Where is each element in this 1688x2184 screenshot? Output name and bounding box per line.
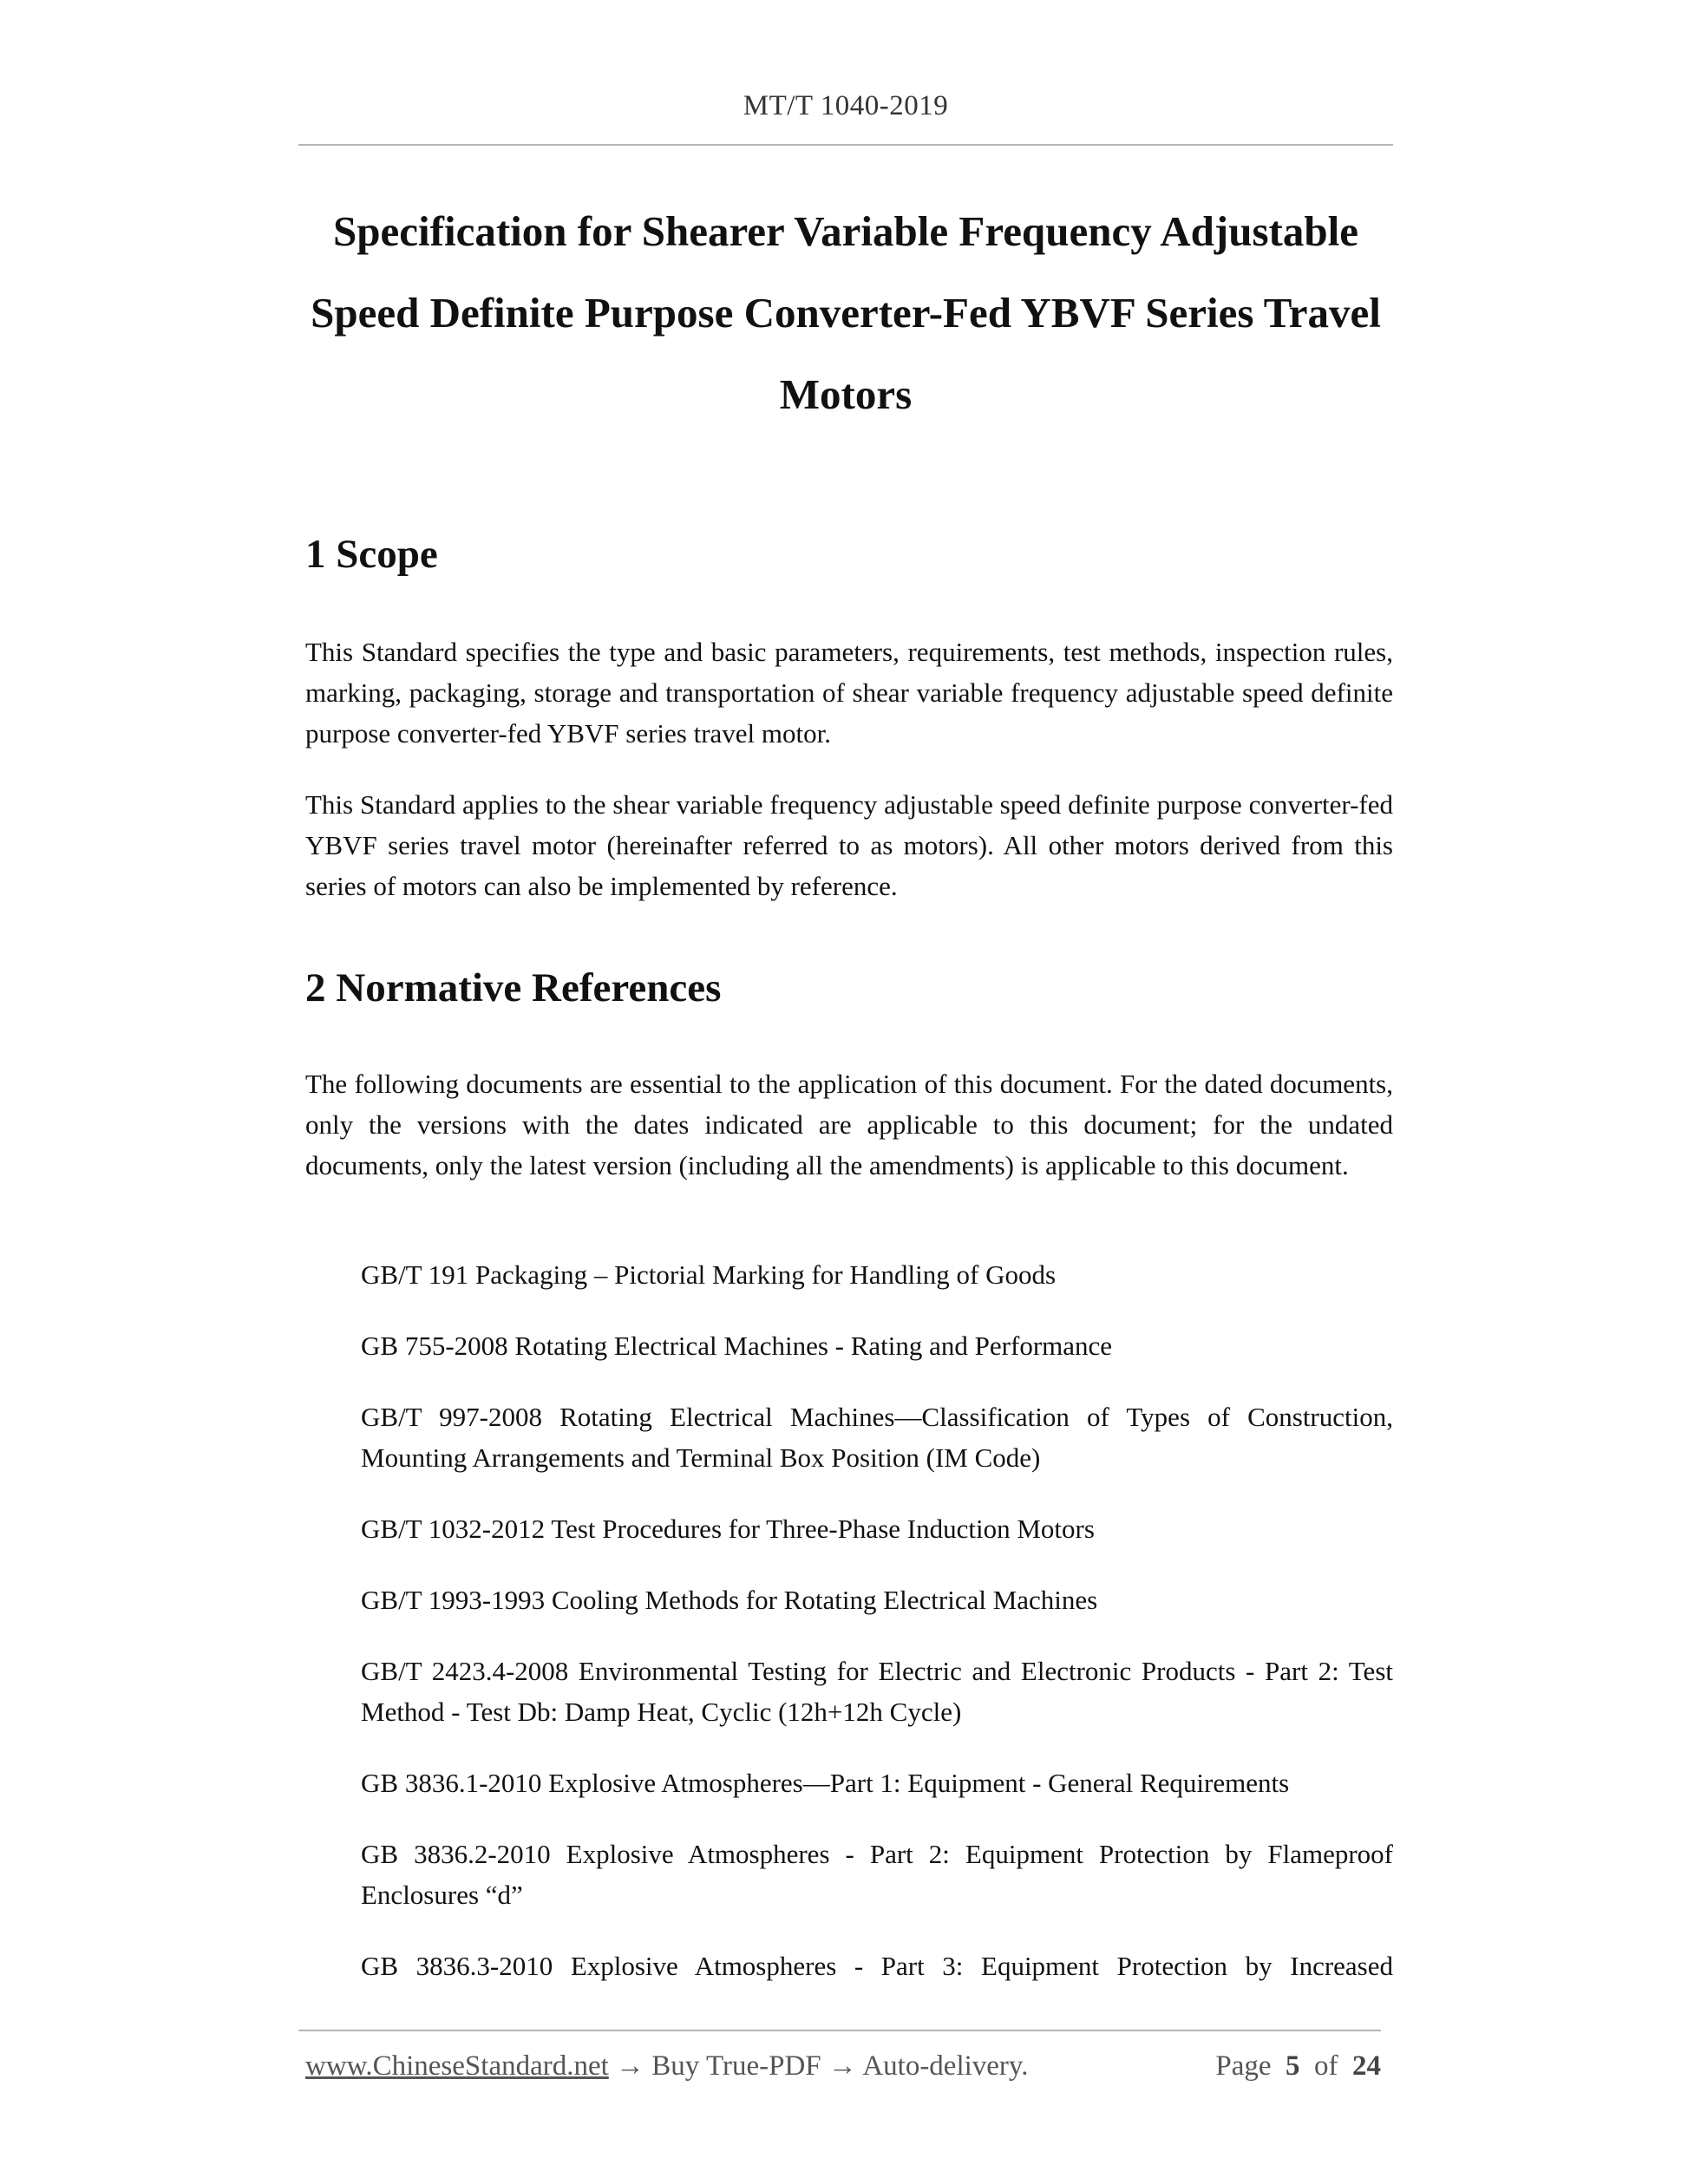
reference-item: GB/T 1993-1993 Cooling Methods for Rotating Electrical Machines bbox=[361, 1585, 1098, 1615]
auto-delivery-text: Auto-delivery. bbox=[862, 2050, 1029, 2082]
reference-item: GB/T 1032-2012 Test Procedures for Three-Phase Induction Motors bbox=[361, 1514, 1095, 1544]
footer-divider bbox=[298, 2030, 1381, 2031]
section-heading-scope: 1 Scope bbox=[305, 532, 438, 577]
reference-item: GB 755-2008 Rotating Electrical Machines - Rating and Performance bbox=[361, 1331, 1113, 1361]
arrow-right-icon: → bbox=[616, 2050, 645, 2082]
reference-item: GB 3836.3-2010 Explosive Atmospheres - Part 3: Equipment Protection by Increased bbox=[361, 1951, 1393, 1981]
references-intro-paragraph: The following documents are essential to the application of this document. For the dated documents, only the versions with the dates indicated are applicable to this document; for the undated documents, only the latest version (including all the amendments) is applicable to this document. bbox=[305, 1069, 1393, 1180]
reference-item: GB 3836.2-2010 Explosive Atmospheres - Part 2: Equipment Protection by Flameproof Enclosures “d” bbox=[361, 1839, 1393, 1910]
document-title-line-2: Speed Definite Purpose Converter-Fed YBVF Series Travel bbox=[311, 289, 1381, 337]
arrow-right-icon: → bbox=[828, 2050, 857, 2082]
document-title bbox=[298, 191, 1393, 435]
page-label: Page bbox=[1215, 2050, 1272, 2082]
page-number bbox=[1215, 2050, 1381, 2083]
normative-references-list bbox=[361, 1254, 1393, 2017]
running-header-standard-code: MT/T 1040-2019 bbox=[743, 90, 949, 121]
reference-item: GB/T 997-2008 Rotating Electrical Machines—Classification of Types of Construction, Mounting Arrangements and Terminal Box Position (IM Code) bbox=[361, 1402, 1393, 1473]
page-of-label: of bbox=[1314, 2050, 1338, 2082]
document-title-line-3: Motors bbox=[779, 370, 913, 418]
reference-item: GB/T 2423.4-2008 Environmental Testing for Electric and Electronic Products - Part 2: Test Method - Test Db: Damp Heat, Cyclic (12h+12h Cycle) bbox=[361, 1656, 1393, 1727]
page-current: 5 bbox=[1286, 2050, 1300, 2082]
footer-promo bbox=[305, 2050, 1029, 2083]
reference-item: GB 3836.1-2010 Explosive Atmospheres—Part 1: Equipment - General Requirements bbox=[361, 1768, 1290, 1798]
page-total: 24 bbox=[1352, 2050, 1381, 2082]
section-heading-normative-references: 2 Normative References bbox=[305, 965, 722, 1010]
header-divider bbox=[298, 144, 1393, 146]
scope-paragraph-2: This Standard applies to the shear variable frequency adjustable speed definite purpose converter-fed YBVF series travel motor (hereinafter referred to as motors). All other motors derived from this series of motors can also be implemented by reference. bbox=[305, 789, 1393, 901]
reference-item: GB/T 191 Packaging – Pictorial Marking for Handling of Goods bbox=[361, 1259, 1057, 1290]
scope-paragraph-1: This Standard specifies the type and basic parameters, requirements, test methods, inspection rules, marking, packaging, storage and transportation of shear variable frequency adjustable speed definite purpose converter-fed YBVF series travel motor. bbox=[305, 637, 1393, 749]
buy-true-pdf-text: Buy True-PDF bbox=[651, 2050, 821, 2082]
website-link[interactable]: www.ChineseStandard.net bbox=[305, 2050, 609, 2082]
document-title-line-1: Specification for Shearer Variable Frequency Adjustable bbox=[333, 207, 1358, 255]
